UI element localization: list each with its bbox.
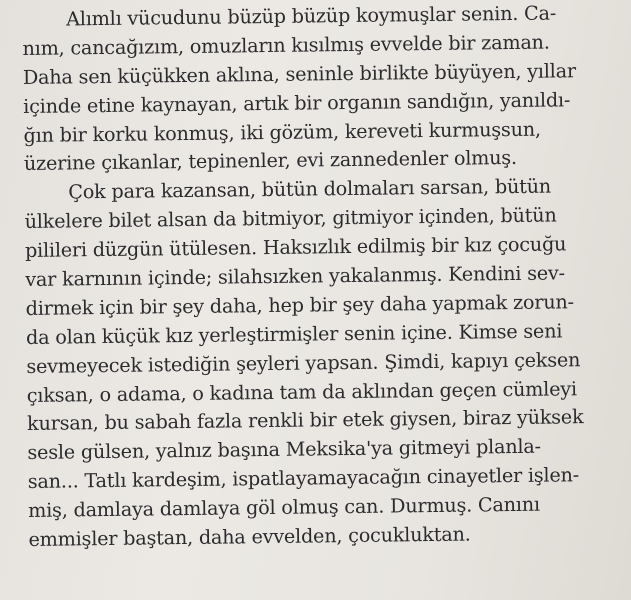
text-line: Çok para kazansan, bütün dolmaları sarsan, bütün: [68, 174, 552, 204]
text-line: miş, damlaya damlaya göl olmuş can. Durmuş. Canını: [28, 492, 541, 523]
text-line: Daha sen küçükken aklına, seninle birlikte büyüyen, yıllar: [22, 59, 577, 89]
text-line: sesle gülsen, yalnız başına Meksika'ya gitmeyi planla-: [27, 435, 542, 465]
text-line: pilileri düzgün ütülesen. Haksızlık edilmiş bir kız çocuğu: [24, 232, 567, 263]
text-line: ğın bir korku konmuş, iki gözüm, kereveti kurmuşsun,: [23, 117, 541, 147]
paragraph-1: [22, 0, 626, 179]
text-line: san... Tatlı kardeşim, ispatlayamayacağın cinayetler işlen-: [27, 463, 580, 494]
text-line: Alımlı vücudunu büzüp büzüp koymuşlar senin. Ca-: [66, 1, 557, 31]
text-line: nım, cancağızım, omuzların kısılmış evvelde bir zaman.: [22, 30, 550, 60]
text-line: dirmek için bir şey daha, hep bir şey daha yapmak zorun-: [25, 290, 574, 320]
text-line: içinde etine kaynayan, artık bir organın sandığın, yanıldı-: [23, 87, 571, 118]
text-line: kursan, bu sabah fazla renkli bir etek giysen, biraz yüksek: [26, 405, 584, 436]
text-line: da olan küçük kız yerleştirmişler senin içine. Kimse seni: [25, 319, 563, 349]
text-line: üzerine çıkanlar, tepinenler, evi zannedenler olmuş.: [23, 146, 518, 176]
text-line: emmişler baştan, daha evvelden, çocukluktan.: [28, 522, 471, 551]
text-line: çıksan, o adama, o kadına tam da aklından geçen cümleyi: [26, 376, 577, 407]
text-block: [22, 0, 631, 555]
text-line: var karnının içinde; silahsızken yakalanmış. Kendini sev-: [25, 261, 566, 291]
text-line: ülkelere bilet alsan da bitmiyor, gitmiyor içinden, bütün: [24, 203, 557, 234]
text-line: sevmeyecek istediğin şeyleri yapsan. Şimdi, kapıyı çeksen: [26, 347, 581, 378]
paragraph-2: [24, 172, 631, 555]
